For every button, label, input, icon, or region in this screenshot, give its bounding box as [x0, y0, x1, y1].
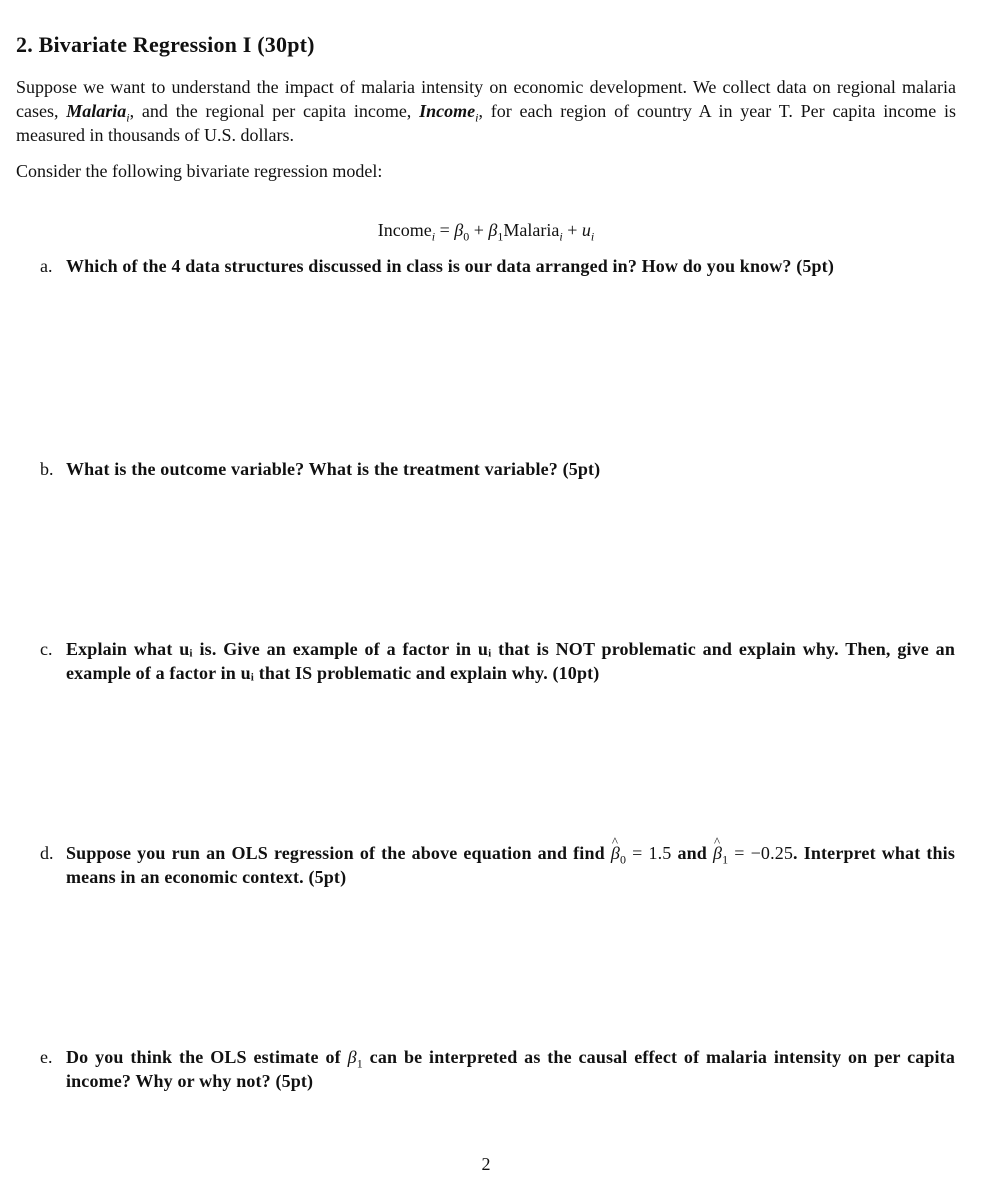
question-c-text: Explain what uᵢ is. Give an example of a factor in uᵢ that is NOT problematic and explain why. Then, give an example of a factor in uᵢ that IS problematic and explain why. (10pt)	[66, 639, 955, 683]
question-e-text: Do you think the OLS estimate of $\beta_1$ can be interpreted as the causal effect of malaria intensity on per capita income? Why or why not? (5pt)	[66, 1047, 955, 1091]
regression-equation: Income$_i$ = $\beta_0$ + $\beta_1Malaria_i + u_i$	[377, 220, 595, 244]
question-b-text: What is the outcome variable? What is the treatment variable? (5pt)	[66, 459, 601, 479]
income-variable: Income	[419, 101, 476, 121]
question-b-letter: b.	[40, 459, 54, 479]
question-a	[40, 254, 955, 278]
malaria-variable: Malaria	[66, 101, 127, 121]
question-e	[40, 1045, 955, 1093]
question-b	[40, 457, 955, 481]
question-a-text: Which of the 4 data structures discussed in class is our data arranged in? How do you know? (5pt)	[66, 256, 834, 276]
intro-paragraph: Suppose we want to understand the impact of malaria intensity on economic development. We collect data on regional malaria cases, Malaria$_i$, and the regional per capita income, Income$_i$, for each region of country A in year T. Per capita income is measured in thousands of U.S. dollars.	[16, 77, 956, 145]
question-d-letter: d.	[40, 843, 54, 863]
page-number: 2	[481, 1154, 491, 1174]
consider-text: Consider the following bivariate regression model:	[16, 161, 383, 181]
question-e-letter: e.	[40, 1047, 53, 1067]
question-a-letter: a.	[40, 256, 53, 276]
question-d-text: Suppose you run an OLS regression of the above equation and find ^ $\beta_0 = 1.5$ and ^ $\beta_1 = -0.25$. Interpret what this means in an economic context. (5pt)	[66, 841, 955, 889]
question-c-letter: c.	[40, 639, 53, 659]
section-heading: 2. Bivariate Regression I (30pt)	[16, 32, 315, 57]
question-c	[40, 637, 955, 685]
question-d	[40, 841, 955, 889]
